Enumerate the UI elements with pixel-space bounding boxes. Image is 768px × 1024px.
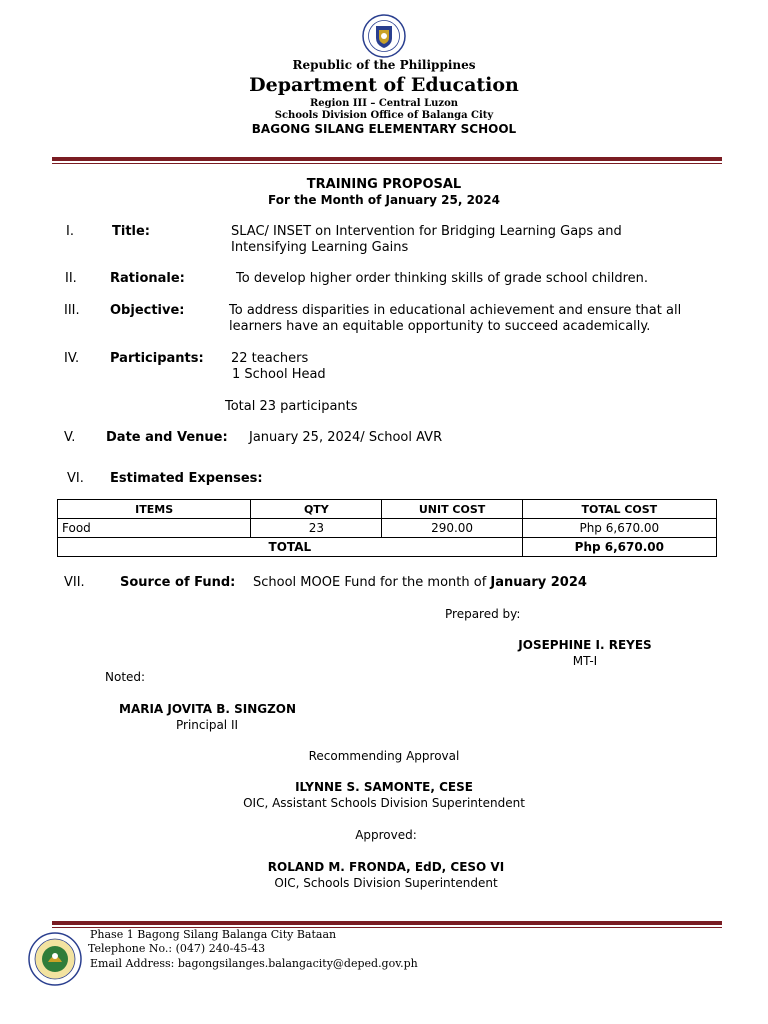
section-label-date-venue: Date and Venue:	[106, 430, 228, 445]
document-title: TRAINING PROPOSAL	[306, 177, 462, 192]
title-text-line2: Intensifying Learning Gains	[231, 240, 409, 255]
section-label-objective: Objective:	[110, 303, 185, 318]
noted-title: Principal II	[176, 718, 239, 732]
fund-description: School MOOE Fund for the month of	[253, 575, 487, 590]
header-rule-thick	[52, 157, 722, 161]
header-school: BAGONG SILANG ELEMENTARY SCHOOL	[251, 122, 517, 136]
rationale-text: To develop higher order thinking skills of grade school children.	[236, 271, 649, 286]
table-total-label: TOTAL	[58, 538, 523, 557]
header-region: Region III – Central Luzon	[309, 98, 459, 109]
footer-rule-thick	[52, 921, 722, 925]
header-rule-thin	[52, 163, 722, 164]
section-label-fund: Source of Fund:	[120, 575, 236, 590]
table-cell-qty: 23	[251, 519, 382, 538]
table-header: ITEMS	[58, 500, 251, 519]
section-number: II.	[65, 271, 77, 286]
approved-name: ROLAND M. FRONDA, EdD, CESO VI	[267, 860, 505, 874]
table-header: UNIT COST	[382, 500, 522, 519]
table-total-row	[58, 538, 717, 557]
expenses-table	[57, 499, 717, 557]
table-total-value: Php 6,670.00	[522, 538, 716, 557]
prepared-by-title: MT-I	[572, 654, 598, 668]
objective-text-line2: learners have an equitable opportunity to succeed academically.	[229, 319, 651, 334]
recommending-label: Recommending Approval	[308, 749, 460, 763]
school-seal-icon	[28, 932, 82, 986]
section-label-rationale: Rationale:	[110, 271, 185, 286]
fund-text	[253, 575, 587, 590]
recommending-name: ILYNNE S. SAMONTE, CESE	[295, 780, 473, 794]
participants-school-head: 1 School Head	[232, 367, 326, 382]
section-number: III.	[64, 303, 80, 318]
section-label-participants: Participants:	[110, 351, 204, 366]
noted-name: MARIA JOVITA B. SINGZON	[119, 702, 297, 716]
participants-teachers: 22 teachers	[231, 351, 309, 366]
participants-total: Total 23 participants	[225, 399, 358, 414]
header-republic: Republic of the Philippines	[292, 58, 476, 72]
table-header: TOTAL COST	[522, 500, 716, 519]
prepared-by-name: JOSEPHINE I. REYES	[518, 638, 652, 652]
title-text-line1: SLAC/ INSET on Intervention for Bridging Learning Gaps and	[231, 224, 622, 239]
section-label-expenses: Estimated Expenses:	[110, 471, 263, 486]
approved-title: OIC, Schools Division Superintendent	[274, 876, 498, 890]
document-subtitle: For the Month of January 25, 2024	[268, 193, 500, 207]
section-number: I.	[66, 224, 74, 239]
table-cell-total-cost: Php 6,670.00	[522, 519, 716, 538]
table-row	[58, 519, 717, 538]
noted-label: Noted:	[105, 670, 146, 684]
table-cell-item: Food	[58, 519, 251, 538]
section-number: IV.	[64, 351, 80, 366]
footer-telephone: Telephone No.: (047) 240-45-43	[88, 942, 266, 955]
fund-month: January 2024	[490, 575, 587, 590]
section-number: VI.	[67, 471, 84, 486]
date-venue-text: January 25, 2024/ School AVR	[249, 430, 443, 445]
section-number: VII.	[64, 575, 85, 590]
recommending-title: OIC, Assistant Schools Division Superintendent	[243, 796, 525, 810]
footer-email: Email Address: bagongsilanges.balangacity@deped.gov.ph	[90, 957, 418, 970]
approved-label: Approved:	[355, 828, 417, 842]
table-header: QTY	[251, 500, 382, 519]
objective-text-line1: To address disparities in educational achievement and ensure that all	[229, 303, 682, 318]
section-label-title: Title:	[112, 224, 151, 239]
header-division: Schools Division Office of Balanga City	[274, 110, 494, 121]
deped-seal-icon	[362, 14, 406, 58]
section-number: V.	[64, 430, 76, 445]
prepared-by-label: Prepared by:	[445, 607, 521, 621]
table-header-row	[58, 500, 717, 519]
footer-address: Phase 1 Bagong Silang Balanga City Bataan	[90, 928, 337, 941]
header-department: Department of Education	[249, 74, 519, 96]
table-cell-unit-cost: 290.00	[382, 519, 522, 538]
